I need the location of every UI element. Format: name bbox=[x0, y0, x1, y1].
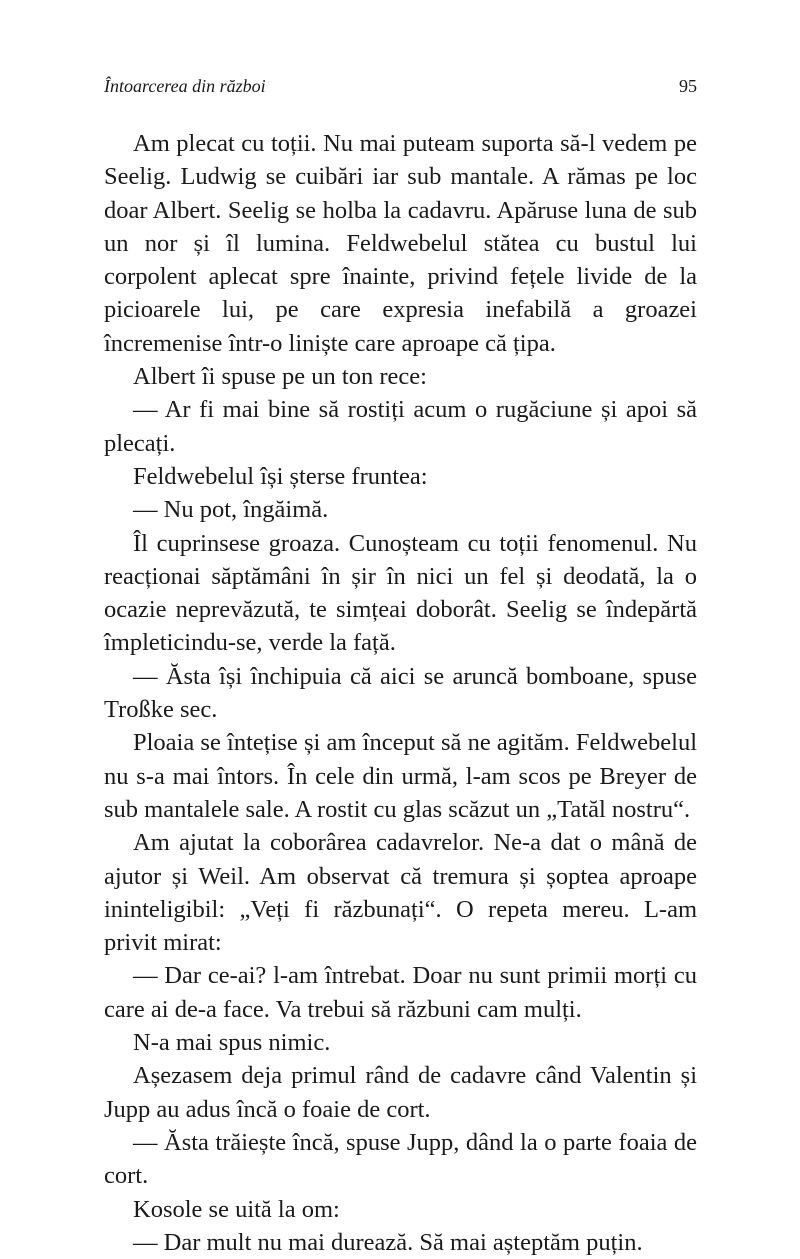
paragraph: Feldwebelul își șterse fruntea: bbox=[133, 462, 428, 490]
running-head bbox=[104, 74, 697, 98]
paragraph: Așezasem deja primul rând de cadavre când Valentin și Jupp au adus încă o foaie de cort. bbox=[104, 1062, 697, 1123]
paragraph: Albert îi spuse pe un ton rece: bbox=[133, 363, 427, 391]
paragraph: — Dar mult nu mai durează. Să mai așteptăm puțin. bbox=[133, 1228, 643, 1256]
paragraph: Ploaia se întețise și am început să ne agităm. Feldwebelul nu s-a mai întors. În cele din urmă, l-am scos pe Breyer de sub mantalele sale. A rostit cu glas scăzut un „Tatăl nostru“. bbox=[104, 729, 697, 823]
paragraph: Îl cuprinsese groaza. Cunoșteam cu toții fenomenul. Nu reacționai săptămâni în șir în nici un fel și deodată, la o ocazie neprevăzută, te simțeai doborât. Seelig se îndepărtă împleticindu-se, verde la față. bbox=[104, 529, 697, 657]
paragraph: — Ăsta își închipuia că aici se aruncă bomboane, spuse Troßke sec. bbox=[104, 662, 697, 724]
paragraph: — Ăsta trăiește încă, spuse Jupp, dând la o parte foaia de cort. bbox=[104, 1128, 697, 1190]
body-text bbox=[104, 127, 697, 1259]
book-page bbox=[104, 0, 697, 1256]
running-title: Întoarcerea din război bbox=[104, 76, 266, 96]
paragraph: Am plecat cu toții. Nu mai puteam suporta să-l vedem pe Seelig. Ludwig se cuibări iar sub mantale. A rămas pe loc doar Albert. Seelig se holba la cadavru. Apăruse luna de sub un nor și îl lumina. Feldwebelul stătea cu bustul lui corpolent aplecat spre înainte, privind fețele livide de la picioarele lui, pe care expresia inefabilă a groazei încremenise într-o liniște care aproape că țipa. bbox=[104, 130, 697, 357]
paragraph: Kosole se uită la om: bbox=[133, 1195, 340, 1223]
paragraph: — Ar fi mai bine să rostiți acum o rugăciune și apoi să plecați. bbox=[104, 396, 697, 457]
paragraph: N-a mai spus nimic. bbox=[133, 1029, 331, 1057]
paragraph: — Nu pot, îngăimă. bbox=[133, 496, 329, 524]
paragraph: Am ajutat la coborârea cadavrelor. Ne-a dat o mână de ajutor și Weil. Am observat că tremura și șoptea aproape ininteligibil: „Veți fi răzbunați“. O repeta mereu. L-am privit mirat: bbox=[104, 829, 697, 957]
page-number: 95 bbox=[679, 76, 697, 96]
paragraph: — Dar ce-ai? l-am întrebat. Doar nu sunt primii morți cu care ai de-a face. Va trebui să răzbuni cam mulți. bbox=[104, 962, 697, 1023]
